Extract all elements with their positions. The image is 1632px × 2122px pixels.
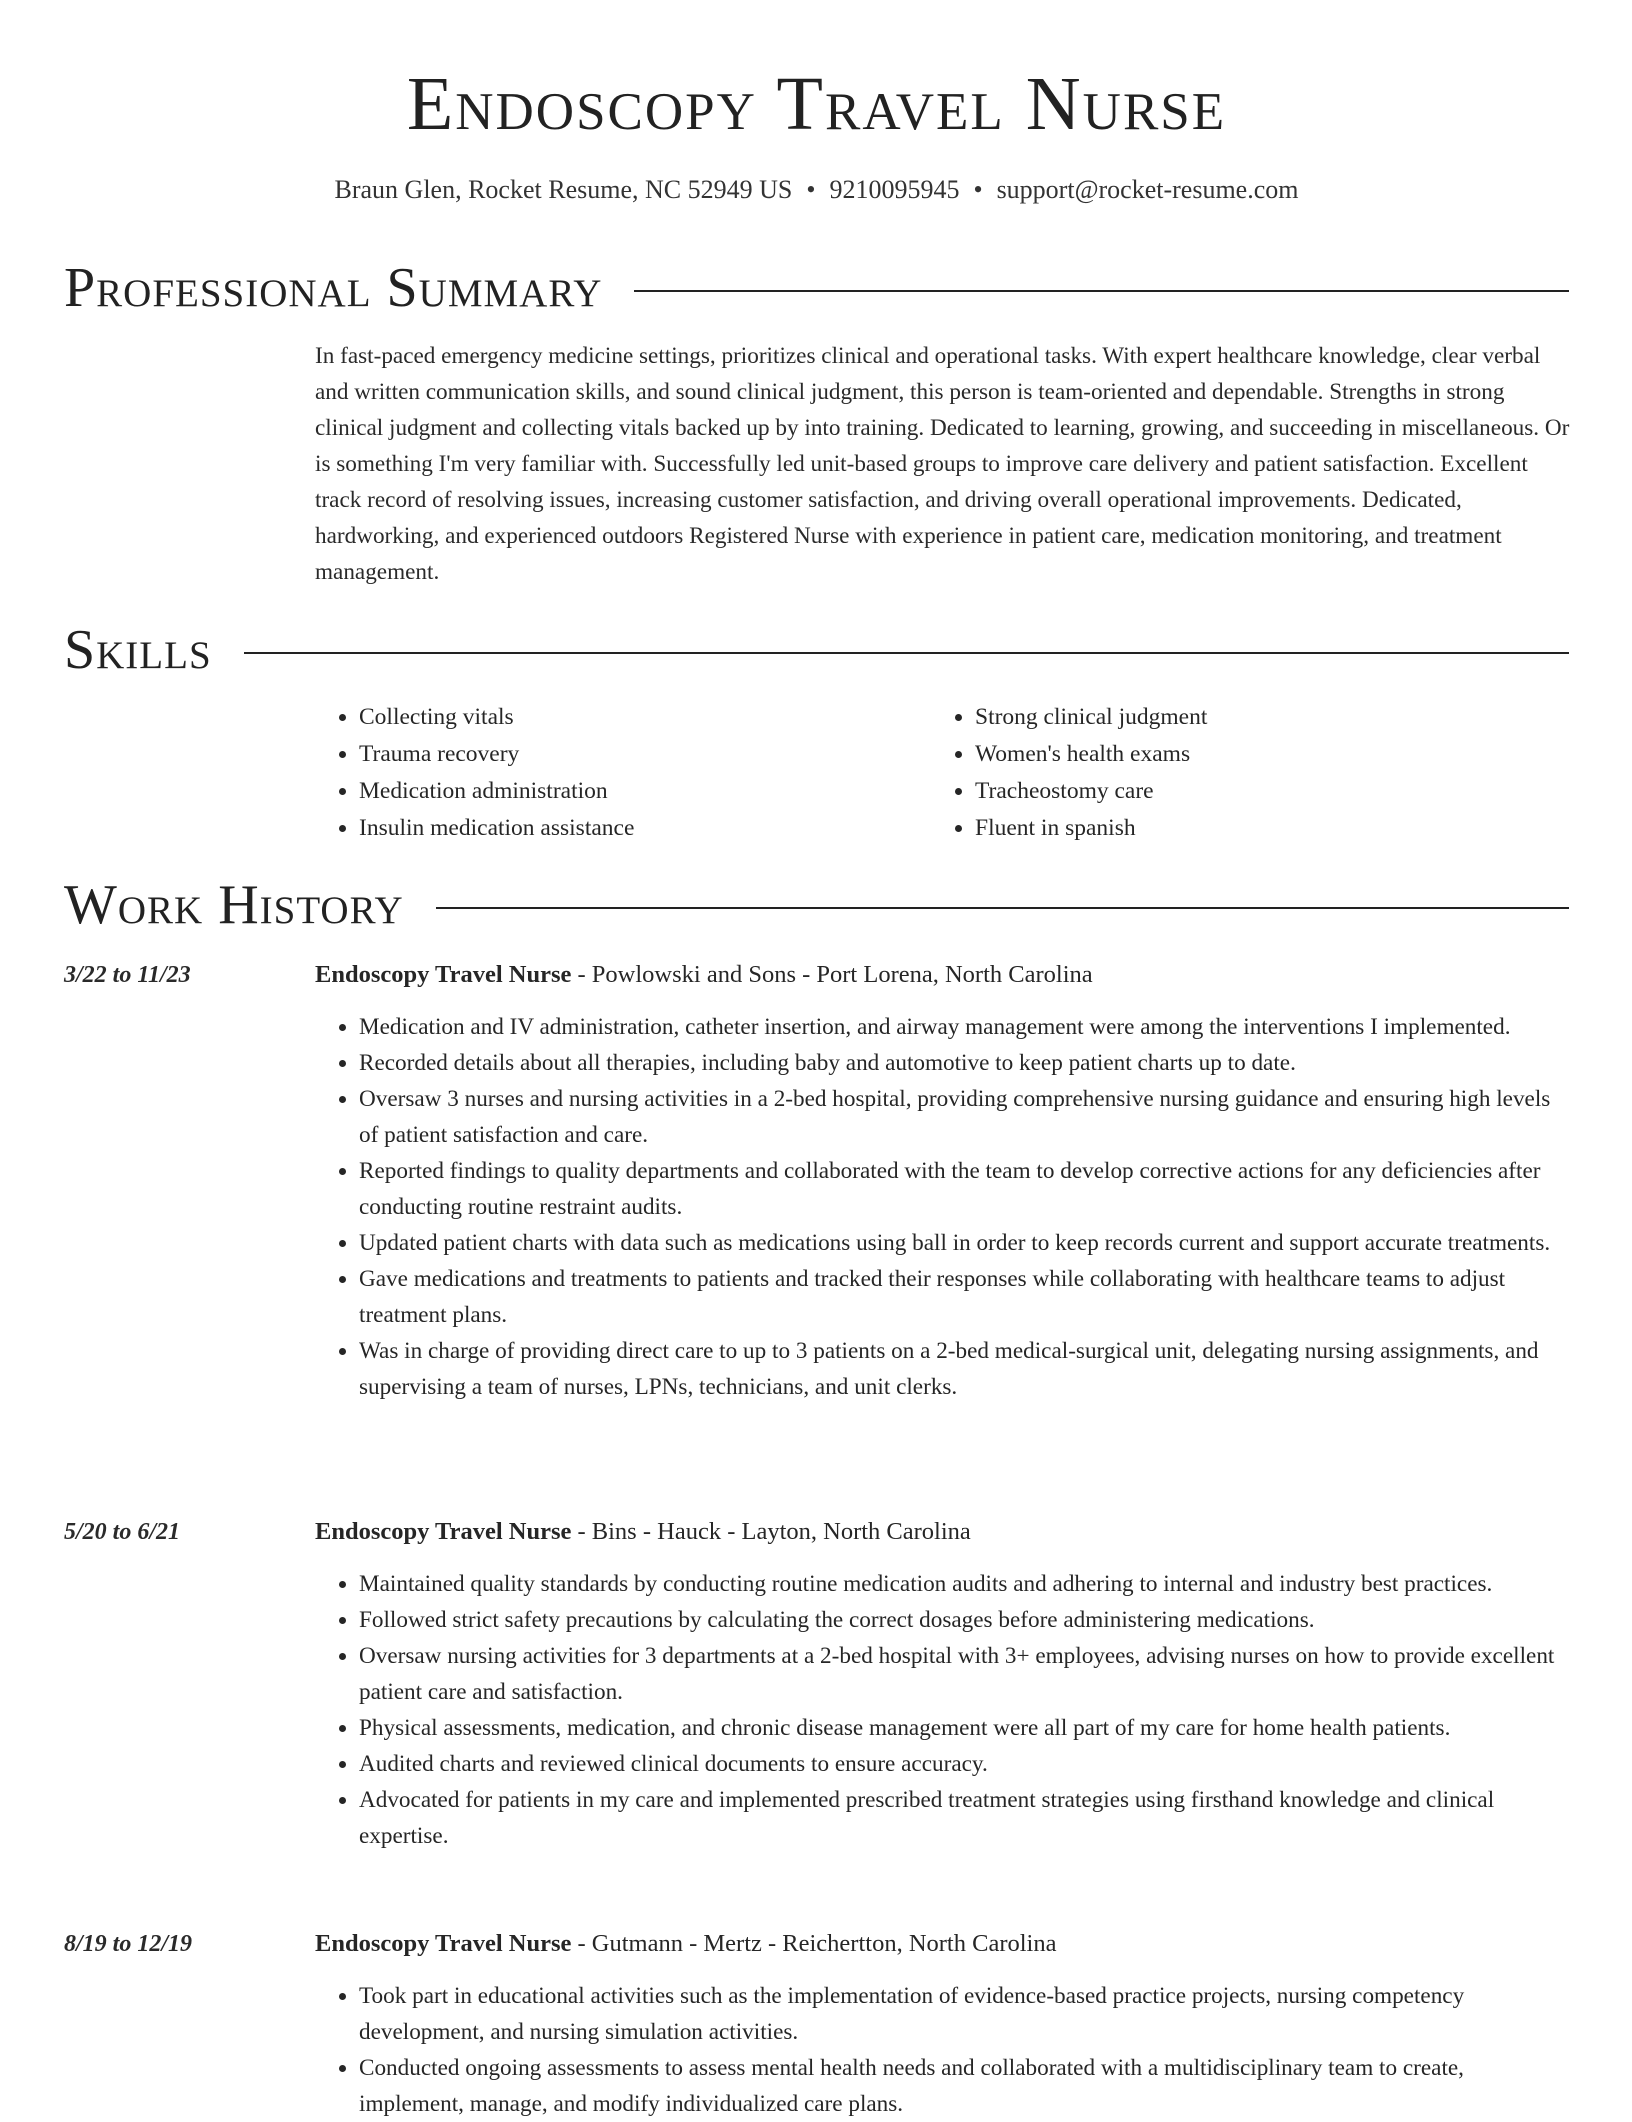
work-dates: 5/20 to 6/21 xyxy=(64,1519,181,1545)
job-employer: - Powlowski and Sons - Port Lorena, North Carolina xyxy=(571,961,1093,988)
skills-column-right xyxy=(931,699,1547,847)
section-header-skills xyxy=(64,618,1569,682)
work-bullet: • Was in charge of providing direct care to up to 3 patients on a 2-bed medical-surgical unit, delegating nursing assignments, and supervising a team of nurses, LPNs, technicians, and unit clerks. xyxy=(359,1333,1570,1405)
work-bullet: • Conducted ongoing assessments to assess mental health needs and collaborated with a multidisciplinary team to create, implement, manage, and modify individualized care plans. xyxy=(359,2050,1570,2122)
work-bullet: • Oversaw nursing activities for 3 departments at a 2-bed hospital with 3+ employees, advising nurses on how to provide excellent patient care and satisfaction. xyxy=(359,1638,1570,1710)
work-bullet: • Oversaw 3 nurses and nursing activities in a 2-bed hospital, providing comprehensive nursing guidance and ensuring high levels of patient satisfaction and care. xyxy=(359,1081,1570,1153)
section-divider xyxy=(436,907,1569,909)
contact-phone: 9210095945 xyxy=(829,175,960,204)
work-title-line xyxy=(315,1926,1570,1962)
section-divider xyxy=(634,290,1569,292)
work-bullet: • Took part in educational activities such as the implementation of evidence-based practice projects, nursing competency development, and nursing simulation activities. xyxy=(359,1978,1570,2050)
work-dates: 3/22 to 11/23 xyxy=(64,962,191,988)
work-bullets xyxy=(315,1009,1570,1405)
job-title: Endoscopy Travel Nurse xyxy=(315,1518,572,1545)
section-title-skills: Skills xyxy=(64,619,212,681)
contact-address: Braun Glen, Rocket Resume, NC 52949 US xyxy=(334,175,793,204)
section-title-summary: Professional Summary xyxy=(64,257,603,319)
work-bullet: • Recorded details about all therapies, including baby and automotive to keep patient charts up to date. xyxy=(359,1045,1570,1081)
job-title: Endoscopy Travel Nurse xyxy=(315,1930,572,1957)
section-header-summary xyxy=(64,256,1569,320)
skill-item: • Women's health exams xyxy=(975,736,1547,773)
work-bullet: • Gave medications and treatments to patients and tracked their responses while collaborating with healthcare teams to adjust treatment plans. xyxy=(359,1261,1570,1333)
contact-email[interactable]: support@rocket-resume.com xyxy=(996,175,1299,204)
work-title-line xyxy=(315,1514,1570,1550)
work-bullet: • Followed strict safety precautions by calculating the correct dosages before administering medications. xyxy=(359,1602,1570,1638)
skill-item: • Strong clinical judgment xyxy=(975,699,1547,736)
skill-item: • Tracheostomy care xyxy=(975,773,1547,810)
skill-item: • Trauma recovery xyxy=(359,736,931,773)
section-header-work xyxy=(64,873,1569,937)
skill-item: • Medication administration xyxy=(359,773,931,810)
section-title-work: Work History xyxy=(64,874,404,936)
professional-summary-text: In fast-paced emergency medicine settings, prioritizes clinical and operational tasks. With expert healthcare knowledge, clear verbal and written communication skills, and sound clinical judgment, this person is team-oriented and dependable. Strengths in strong clinical judgment and collecting vitals backed up by into training. Dedicated to learning, growing, and succeeding in miscellaneous. Or is something I'm very familiar with. Successfully led unit-based groups to improve care delivery and patient satisfaction. Excellent track record of resolving issues, increasing customer satisfaction, and driving overall operational improvements. Dedicated, hardworking, and experienced outdoors Registered Nurse with experience in patient care, medication monitoring, and treatment management. xyxy=(315,343,1570,585)
work-dates: 8/19 to 12/19 xyxy=(64,1931,193,1957)
work-bullet: • Advocated for patients in my care and implemented prescribed treatment strategies using firsthand knowledge and clinical expertise. xyxy=(359,1782,1570,1854)
skill-item: • Fluent in spanish xyxy=(975,810,1547,847)
work-bullet: • Audited charts and reviewed clinical documents to ensure accuracy. xyxy=(359,1746,1570,1782)
resume-name-heading: Endoscopy Travel Nurse xyxy=(406,62,1227,146)
skill-item: • Collecting vitals xyxy=(359,699,931,736)
skill-item: • Insulin medication assistance xyxy=(359,810,931,847)
contact-line xyxy=(64,172,1569,208)
skills-list xyxy=(315,699,1570,847)
work-bullet: • Reported findings to quality departments and collaborated with the team to develop corrective actions for any deficiencies after conducting routine restraint audits. xyxy=(359,1153,1570,1225)
work-bullets xyxy=(315,1566,1570,1854)
work-bullet: • Updated patient charts with data such as medications using ball in order to keep records current and support accurate treatments. xyxy=(359,1225,1570,1261)
contact-separator: • xyxy=(973,175,983,204)
section-divider xyxy=(244,652,1569,654)
job-title: Endoscopy Travel Nurse xyxy=(315,961,572,988)
skills-column-left xyxy=(315,699,931,847)
work-bullets xyxy=(315,1978,1570,2122)
job-employer: - Gutmann - Mertz - Reichertton, North Carolina xyxy=(571,1930,1057,1957)
job-employer: - Bins - Hauck - Layton, North Carolina xyxy=(571,1518,971,1545)
contact-separator: • xyxy=(806,175,816,204)
work-bullet: • Physical assessments, medication, and chronic disease management were all part of my care for home health patients. xyxy=(359,1710,1570,1746)
work-bullet: • Maintained quality standards by conducting routine medication audits and adhering to internal and industry best practices. xyxy=(359,1566,1570,1602)
work-title-line xyxy=(315,957,1570,993)
work-bullet: • Medication and IV administration, catheter insertion, and airway management were among the interventions I implemented. xyxy=(359,1009,1570,1045)
